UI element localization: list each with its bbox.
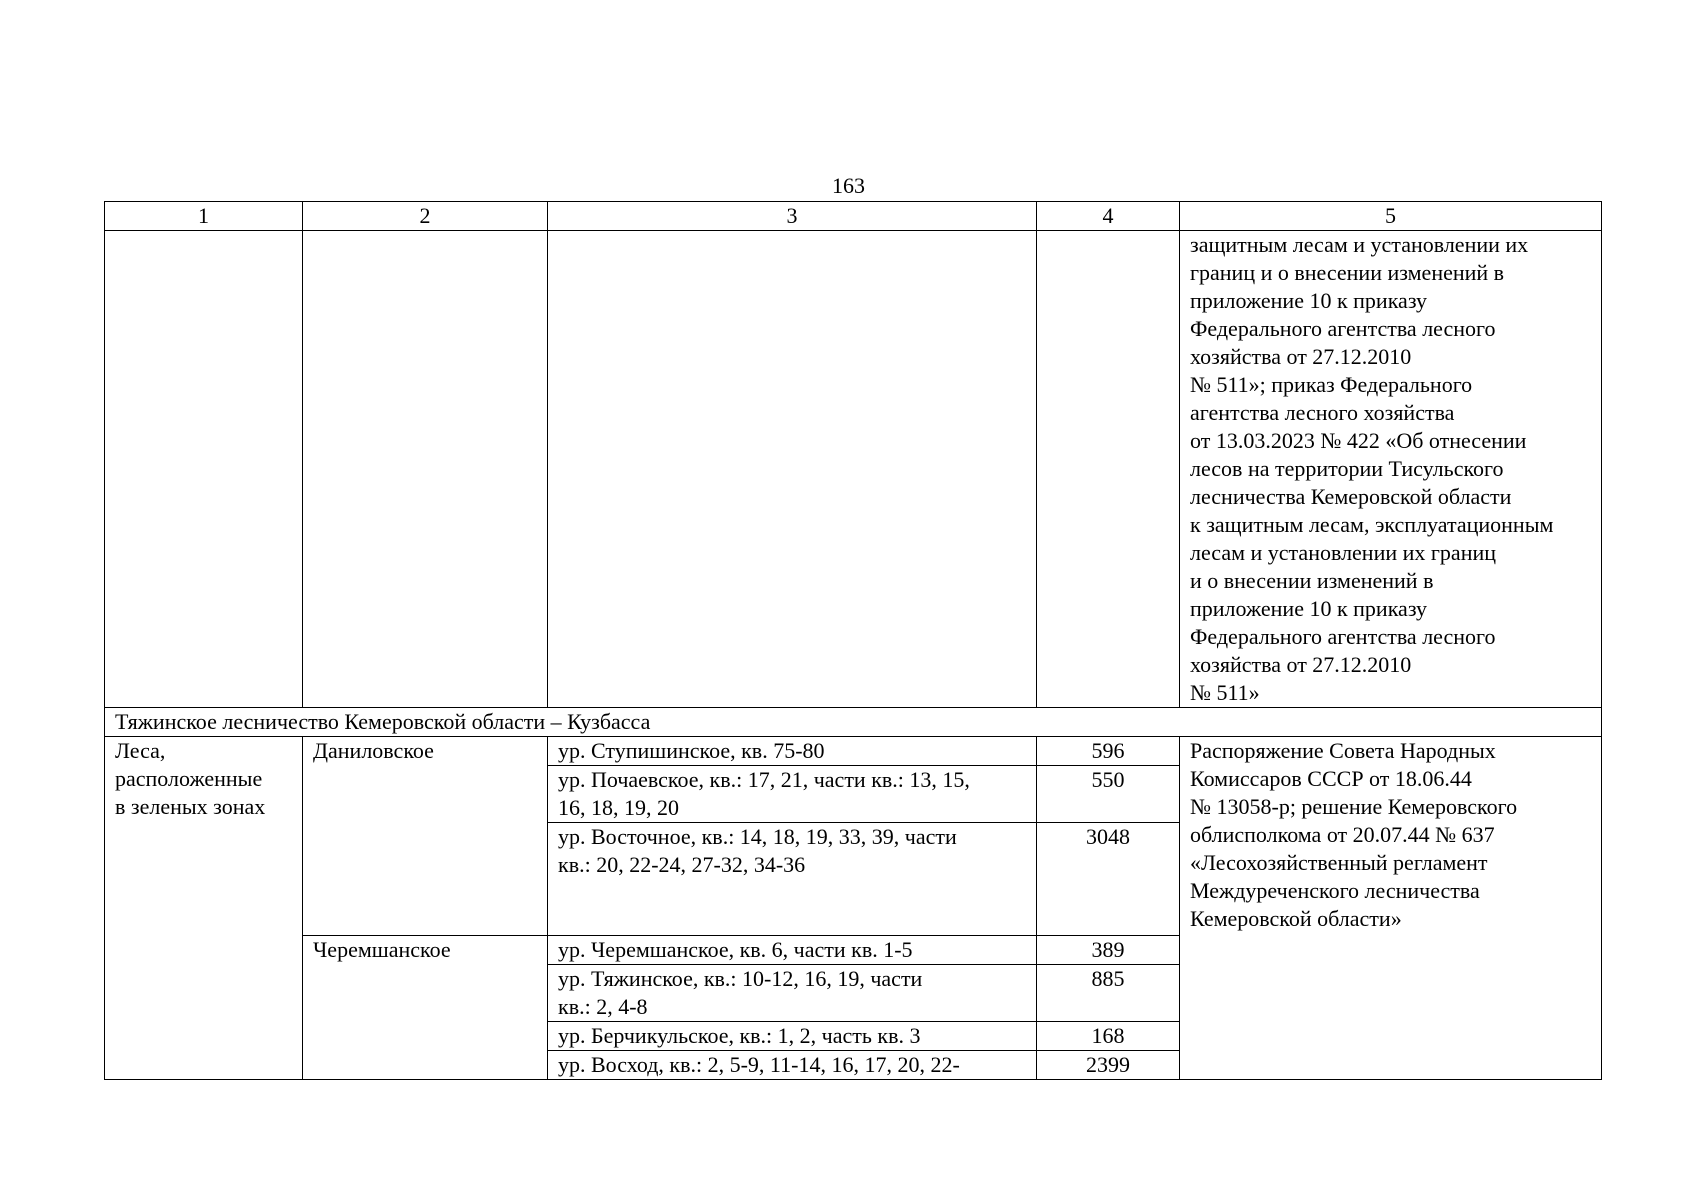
text-line: облисполкома от 20.07.44 № 637 <box>1190 822 1495 847</box>
legal-basis-cell <box>1180 737 1602 1080</box>
location-cell <box>548 1051 1037 1080</box>
text-line: приложение 10 к приказу <box>1190 596 1428 621</box>
text-line: хозяйства от 27.12.2010 <box>1190 652 1412 677</box>
column-number-1: 1 <box>105 202 303 231</box>
column-number-3: 3 <box>548 202 1037 231</box>
section-title: Тяжинское лесничество Кемеровской области – Кузбасса <box>105 708 1602 737</box>
continuation-basis-cell <box>1180 231 1602 708</box>
district-forestry-name: Даниловское <box>303 737 548 936</box>
column-number-4: 4 <box>1037 202 1180 231</box>
empty-cell <box>548 231 1037 708</box>
empty-cell <box>303 231 548 708</box>
empty-cell <box>1037 231 1180 708</box>
location-cell <box>548 737 1037 766</box>
area-cell: 168 <box>1037 1022 1180 1051</box>
column-number-2: 2 <box>303 202 548 231</box>
text-line: Кемеровской области» <box>1190 906 1402 931</box>
location-cell <box>548 936 1037 965</box>
text-line: агентства лесного хозяйства <box>1190 400 1455 425</box>
text-line: к защитным лесам, эксплуатационным <box>1190 512 1554 537</box>
text-line: ур. Почаевское, кв.: 17, 21, части кв.: 13, 15, <box>558 767 970 792</box>
text-line: ур. Восход, кв.: 2, 5-9, 11-14, 16, 17, 20, 22- <box>558 1052 960 1077</box>
text-line: лесов на территории Тисульского <box>1190 456 1504 481</box>
text-line: лесам и установлении их границ <box>1190 540 1497 565</box>
area-cell: 550 <box>1037 766 1180 823</box>
text-line: № 511»; приказ Федерального <box>1190 372 1473 397</box>
text-line: Федерального агентства лесного <box>1190 316 1496 341</box>
text-line: № 511» <box>1190 680 1260 705</box>
text-line: Леса, <box>115 738 166 763</box>
text-line: Федерального агентства лесного <box>1190 624 1496 649</box>
text-line: ур. Черемшанское, кв. 6, части кв. 1-5 <box>558 937 913 962</box>
text-line: в зеленых зонах <box>115 794 266 819</box>
district-forestry-name: Черемшанское <box>303 936 548 1080</box>
text-line: лесничества Кемеровской области <box>1190 484 1512 509</box>
text-line: Распоряжение Совета Народных <box>1190 738 1496 763</box>
area-cell: 2399 <box>1037 1051 1180 1080</box>
continuation-row <box>105 231 1602 708</box>
column-number-5: 5 <box>1180 202 1602 231</box>
location-cell <box>548 766 1037 823</box>
page-number: 163 <box>832 173 865 198</box>
text-line: № 13058-р; решение Кемеровского <box>1190 794 1518 819</box>
empty-cell <box>105 231 303 708</box>
text-line: кв.: 2, 4-8 <box>558 994 648 1019</box>
area-cell: 3048 <box>1037 823 1180 936</box>
table-row <box>105 737 1602 766</box>
location-cell <box>548 823 1037 936</box>
text-line: Комиссаров СССР от 18.06.44 <box>1190 766 1472 791</box>
section-title-row <box>105 708 1602 737</box>
column-number-row <box>105 202 1602 231</box>
area-cell: 596 <box>1037 737 1180 766</box>
text-line: защитным лесам и установлении их <box>1190 232 1529 257</box>
forest-category-cell <box>105 737 303 1080</box>
area-cell: 885 <box>1037 965 1180 1022</box>
text-line: ур. Восточное, кв.: 14, 18, 19, 33, 39, части <box>558 824 957 849</box>
text-line: ур. Ступишинское, кв. 75-80 <box>558 738 825 763</box>
text-line: приложение 10 к приказу <box>1190 288 1428 313</box>
text-line: ур. Тяжинское, кв.: 10-12, 16, 19, части <box>558 966 923 991</box>
text-line: и о внесении изменений в <box>1190 568 1434 593</box>
text-line: от 13.03.2023 № 422 «Об отнесении <box>1190 428 1527 453</box>
area-cell: 389 <box>1037 936 1180 965</box>
text-line: ур. Берчикульское, кв.: 1, 2, часть кв. 3 <box>558 1023 921 1048</box>
text-line: хозяйства от 27.12.2010 <box>1190 344 1412 369</box>
location-cell <box>548 965 1037 1022</box>
text-line: границ и о внесении изменений в <box>1190 260 1505 285</box>
text-line: Междуреченского лесничества <box>1190 878 1480 903</box>
text-line: «Лесохозяйственный регламент <box>1190 850 1488 875</box>
text-line: расположенные <box>115 766 263 791</box>
location-cell <box>548 1022 1037 1051</box>
text-line: 16, 18, 19, 20 <box>558 795 679 820</box>
forest-table <box>104 201 1602 1080</box>
text-line: кв.: 20, 22-24, 27-32, 34-36 <box>558 852 806 877</box>
